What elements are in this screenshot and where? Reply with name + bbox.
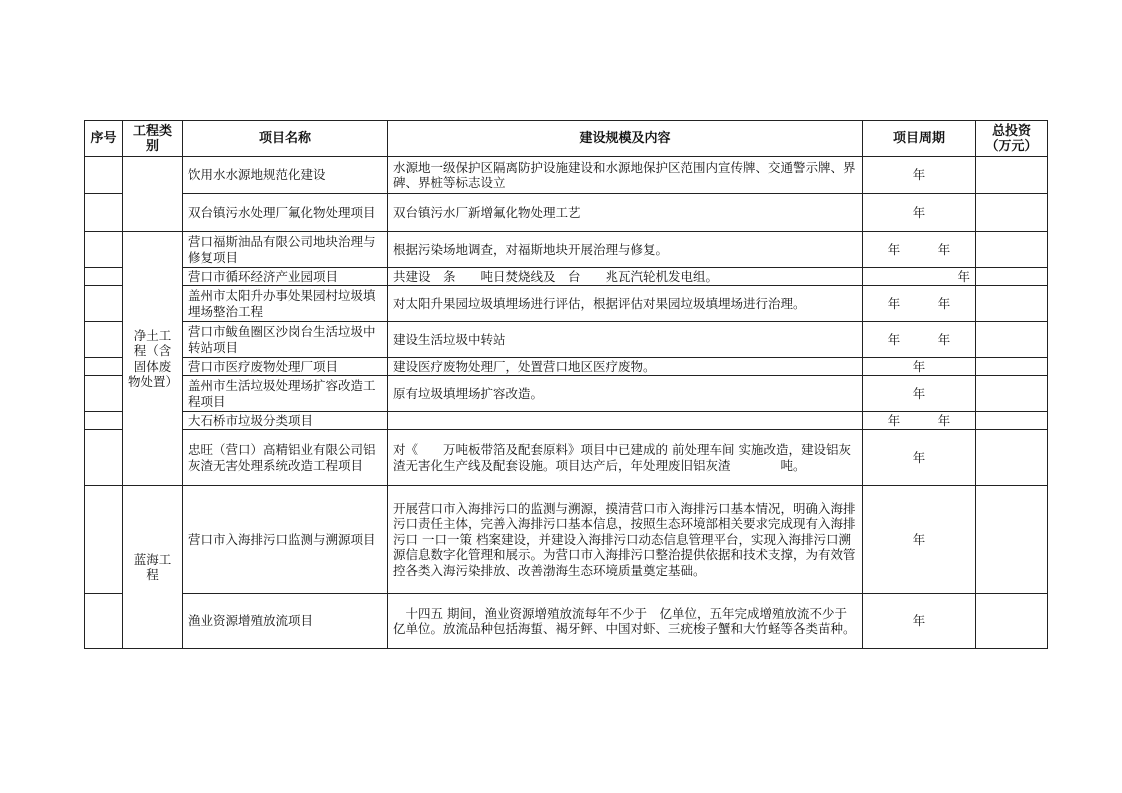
table-row [85, 268, 1048, 286]
project-name: 营口福斯油品有限公司地块治理与修复项目 [183, 232, 388, 268]
project-content: 水源地一级保护区隔离防护设施建设和水源地保护区范围内宣传牌、交通警示牌、界碑、界桩等标志设立 [388, 157, 863, 194]
project-period: 年 [863, 157, 976, 194]
project-name: 盖州市生活垃圾处理场扩容改造工程项目 [183, 376, 388, 412]
table-row [85, 358, 1048, 376]
project-content: 双台镇污水厂新增氟化物处理工艺 [388, 194, 863, 232]
seq-cell [85, 232, 123, 268]
project-name: 渔业资源增殖放流项目 [183, 594, 388, 649]
category-blue-sea: 蓝海工程 [123, 486, 183, 649]
project-content: 对《 万吨板带箔及配套原料》项目中已建成的 前处理车间 实施改造，建设铝灰渣无害化生产线及配套设施。项目达产后，年处理废旧铝灰渣 吨。 [388, 430, 863, 486]
project-name: 双台镇污水处理厂氟化物处理项目 [183, 194, 388, 232]
project-name: 营口市医疗废物处理厂项目 [183, 358, 388, 376]
header-row [85, 121, 1048, 157]
project-invest [976, 232, 1048, 268]
project-name: 营口市循环经济产业园项目 [183, 268, 388, 286]
project-content: 开展营口市入海排污口的监测与溯源，摸清营口市入海排污口基本情况，明确入海排污口责任主体，完善入海排污口基本信息，按照生态环境部相关要求完成现有入海排污口 一口一策 档案建设，并建设入海排污口动态信息管理平台，实现入海排污口溯源信息数字化管理和展示。为营口市入海排污口整治提供依据和技术支撑，为有效管控各类入海污染排放、改善渤海生态环境质量奠定基础。 [388, 486, 863, 594]
seq-cell [85, 430, 123, 486]
project-period: 年 年 [863, 232, 976, 268]
seq-cell [85, 322, 123, 358]
project-period: 年 [863, 268, 976, 286]
header-name: 项目名称 [183, 121, 388, 157]
project-invest [976, 376, 1048, 412]
project-invest [976, 412, 1048, 430]
project-invest [976, 268, 1048, 286]
project-name: 忠旺（营口）高精铝业有限公司铝灰渣无害处理系统改造工程项目 [183, 430, 388, 486]
project-content: 共建设 条 吨日焚烧线及 台 兆瓦汽轮机发电组。 [388, 268, 863, 286]
table-row [85, 286, 1048, 322]
project-table [84, 120, 1048, 649]
project-content [388, 412, 863, 430]
project-invest [976, 358, 1048, 376]
project-period: 年 年 [863, 412, 976, 430]
header-invest: 总投资（万元） [976, 121, 1048, 157]
seq-cell [85, 412, 123, 430]
table-row [85, 486, 1048, 594]
seq-cell [85, 358, 123, 376]
category-solid-waste: 净土工程（含固体废物处置） [123, 232, 183, 486]
table-row [85, 412, 1048, 430]
table-row [85, 194, 1048, 232]
project-period: 年 [863, 376, 976, 412]
header-type: 工程类别 [123, 121, 183, 157]
seq-cell [85, 594, 123, 649]
table-row [85, 232, 1048, 268]
project-content: 建设医疗废物处理厂，处置营口地区医疗废物。 [388, 358, 863, 376]
project-invest [976, 286, 1048, 322]
project-name: 饮用水水源地规范化建设 [183, 157, 388, 194]
table-row [85, 376, 1048, 412]
project-invest [976, 594, 1048, 649]
project-invest [976, 194, 1048, 232]
table-row [85, 430, 1048, 486]
project-period: 年 [863, 486, 976, 594]
header-seq: 序号 [85, 121, 123, 157]
table-row [85, 594, 1048, 649]
project-content: 十四五 期间，渔业资源增殖放流每年不少于 亿单位，五年完成增殖放流不少于 亿单位。放流品种包括海蜇、褐牙鲆、中国对虾、三疣梭子蟹和大竹蛏等各类苗种。 [388, 594, 863, 649]
project-invest [976, 157, 1048, 194]
project-period: 年 [863, 430, 976, 486]
seq-cell [85, 194, 123, 232]
seq-cell [85, 286, 123, 322]
project-period: 年 [863, 358, 976, 376]
project-period: 年 年 [863, 286, 976, 322]
project-content: 原有垃圾填埋场扩容改造。 [388, 376, 863, 412]
project-invest [976, 486, 1048, 594]
project-name: 营口市鲅鱼圈区沙岗台生活垃圾中转站项目 [183, 322, 388, 358]
table-row [85, 157, 1048, 194]
project-name: 营口市入海排污口监测与溯源项目 [183, 486, 388, 594]
seq-cell [85, 376, 123, 412]
project-period: 年 [863, 194, 976, 232]
project-period: 年 年 [863, 322, 976, 358]
project-invest [976, 430, 1048, 486]
header-period: 项目周期 [863, 121, 976, 157]
header-content: 建设规模及内容 [388, 121, 863, 157]
project-name: 盖州市太阳升办事处果园村垃圾填埋场整治工程 [183, 286, 388, 322]
seq-cell [85, 486, 123, 594]
seq-cell [85, 157, 123, 194]
project-content: 对太阳升果园垃圾填埋场进行评估，根据评估对果园垃圾填埋场进行治理。 [388, 286, 863, 322]
table-row [85, 322, 1048, 358]
project-content: 建设生活垃圾中转站 [388, 322, 863, 358]
seq-cell [85, 268, 123, 286]
project-name: 大石桥市垃圾分类项目 [183, 412, 388, 430]
project-invest [976, 322, 1048, 358]
project-period: 年 [863, 594, 976, 649]
category-cell-empty [123, 157, 183, 232]
project-content: 根据污染场地调查，对福斯地块开展治理与修复。 [388, 232, 863, 268]
